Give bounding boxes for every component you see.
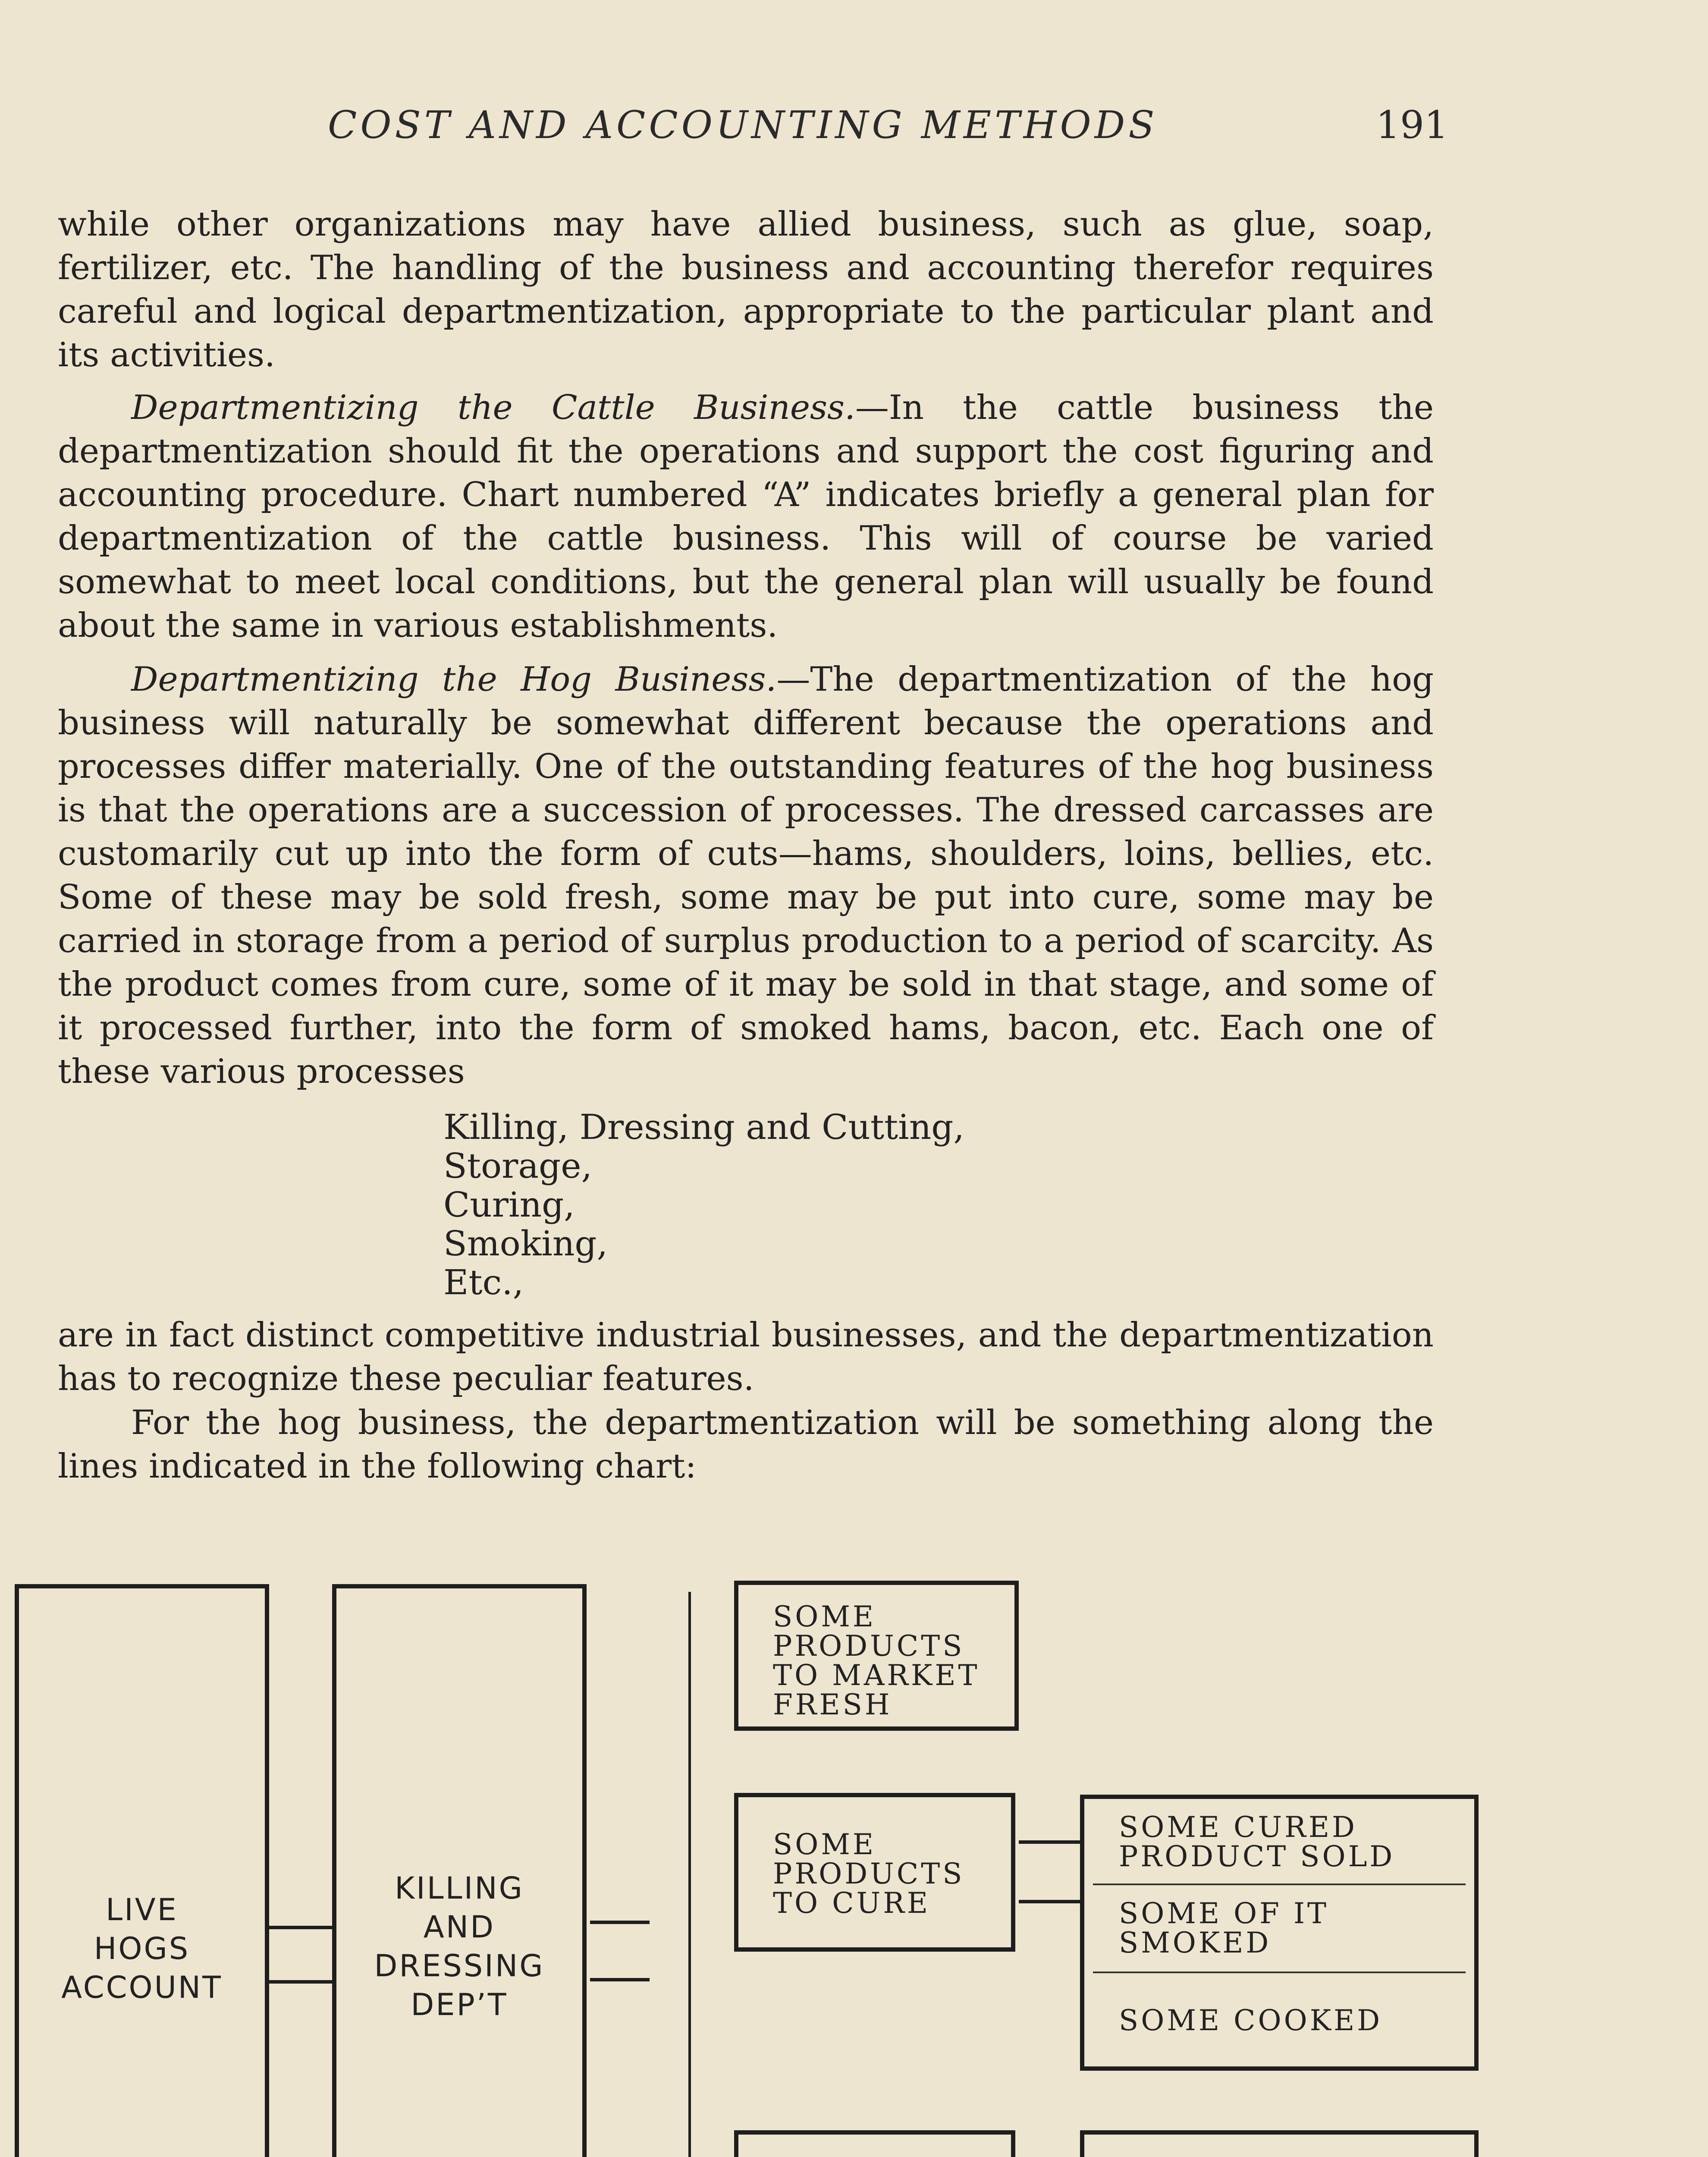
cured-sold-label: SOME CURED PRODUCT SOLD	[1119, 1811, 1395, 1873]
distribution-line	[688, 1592, 691, 2157]
process-item: Killing, Dressing and Cutting,	[443, 1107, 964, 1147]
market-fresh-label: SOME PRODUCTS TO MARKET FRESH	[773, 1600, 980, 1721]
connector-line	[1019, 1900, 1080, 1903]
connector-line	[590, 1921, 650, 1924]
cattle-section-text: —In the cattle business the departmentization should fit the operations and support the cost figuring and accounting procedure. Chart numbered “A” indicates briefly a general plan for departmentization of the cattle business. This will of course be varied somewhat to meet local conditions, but the general plan will usually be found about the same in various establishments.	[58, 388, 1434, 645]
live-hogs-label: LIVE HOGS ACCOUNT	[61, 1892, 223, 2005]
paragraph-1: while other organizations may have allied business, such as glue, soap, fertilizer, etc. The handling of the business and accounting therefor requires careful and logical departmentization, appropriate to the particular plant and its activities.	[58, 205, 1434, 374]
cooked-label: SOME COOKED	[1119, 2004, 1383, 2037]
live-hogs-account-box	[15, 1584, 269, 2157]
page-number: 191	[1376, 103, 1448, 147]
divider	[1093, 1883, 1466, 1885]
cattle-section-heading: Departmentizing the Cattle Business.	[131, 388, 855, 427]
hog-section-text: —The departmentization of the hog business will naturally be somewhat different because the operations and processes differ materially. One of the outstanding features of the hog business is that the operations are a succession of processes. The dressed carcasses are customarily cut up into the form of cuts—hams, shoulders, loins, bellies, etc. Some of these may be sold fresh, some may be put into cure, some may be carried in storage from a period of surplus production to a period of scarcity. As the product comes from cure, some of it may be sold in that stage, and some of it processed further, into the form of smoked hams, bacon, etc. Each one of these various processes	[58, 660, 1434, 1091]
process-item: Storage,	[443, 1146, 593, 1186]
process-item: Curing,	[443, 1185, 575, 1225]
paragraph-hog	[58, 658, 1434, 1094]
cure-outcomes-box	[1080, 1795, 1479, 2071]
connector-line	[590, 1978, 650, 1981]
process-list	[443, 1108, 964, 1302]
killing-dressing-dept-box	[332, 1584, 587, 2157]
process-item: Etc.,	[443, 1262, 524, 1302]
paragraph-cattle	[58, 386, 1434, 648]
paragraph-5: For the hog business, the departmentization will be something along the lines indicated in the following chart:	[58, 1403, 1434, 1486]
running-head: COST AND ACCOUNTING METHODS	[328, 103, 1158, 147]
market-fresh-box	[734, 1581, 1019, 1731]
to-cure-box	[734, 1793, 1015, 1952]
connector-line	[269, 1980, 332, 1984]
to-cure-label: SOME PRODUCTS TO CURE	[773, 1828, 965, 1920]
killing-dressing-label: KILLING AND DRESSING DEP’T	[374, 1871, 545, 2022]
connector-line	[269, 1926, 332, 1929]
paragraph-4: are in fact distinct competitive industrial businesses, and the departmentization has to recognize these peculiar features.	[58, 1316, 1434, 1398]
storage-outcomes-box	[1080, 2130, 1479, 2157]
smoked-label: SOME OF IT SMOKED	[1119, 1897, 1329, 1959]
hog-section-heading: Departmentizing the Hog Business.	[131, 660, 777, 699]
process-item: Smoking,	[443, 1223, 608, 1264]
to-storage-box	[734, 2130, 1015, 2157]
divider	[1093, 1971, 1466, 1973]
connector-line	[1019, 1840, 1080, 1844]
